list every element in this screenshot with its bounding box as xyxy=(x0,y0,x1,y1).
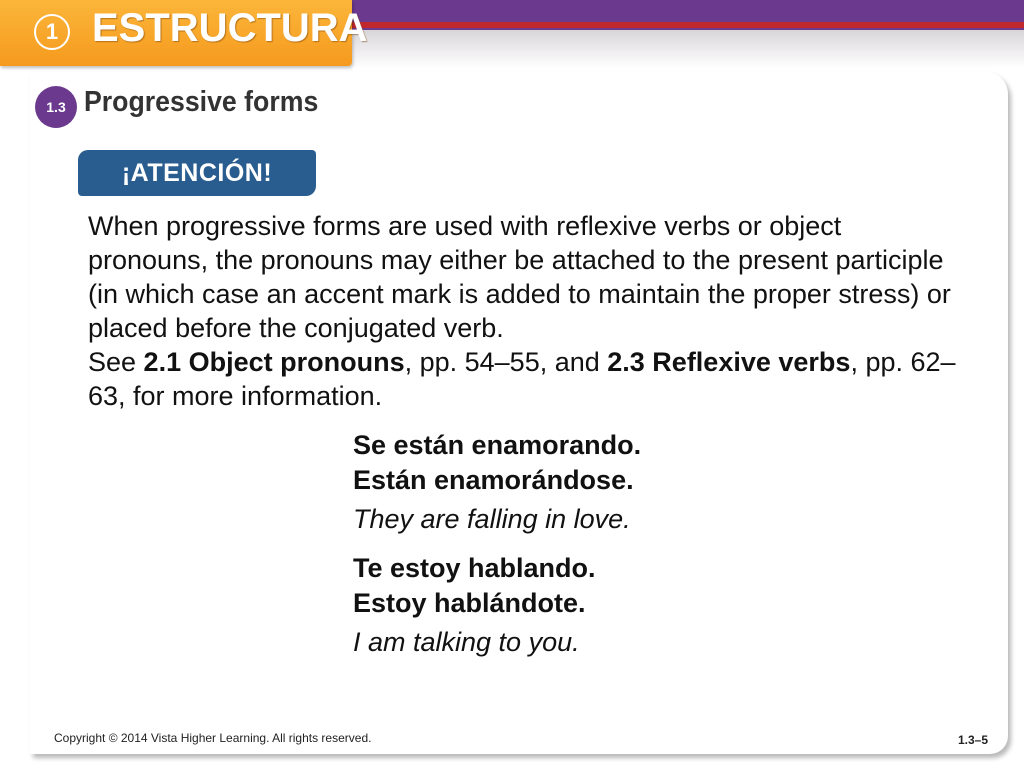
explanation-text xyxy=(88,209,968,413)
reference-object-pronouns: 2.1 Object pronouns xyxy=(143,347,405,377)
example-translation: They are falling in love. xyxy=(353,504,631,534)
example-group xyxy=(353,428,953,537)
banner-title: ESTRUCTURA xyxy=(92,6,368,50)
page-number: 1.3–5 xyxy=(957,733,988,747)
example-sentence: Están enamorándose. xyxy=(353,465,634,495)
example-sentence: Te estoy hablando. xyxy=(353,553,596,583)
example-sentence: Estoy hablándote. xyxy=(353,588,586,618)
section-number-badge: 1.3 xyxy=(35,86,77,128)
chapter-number-badge: 1 xyxy=(34,14,70,50)
chapter-banner xyxy=(0,0,368,66)
copyright-notice: Copyright © 2014 Vista Higher Learning. All rights reserved. xyxy=(54,731,372,745)
example-group xyxy=(353,551,953,660)
example-translation: I am talking to you. xyxy=(353,627,580,657)
header-red-stripe xyxy=(300,22,1024,28)
examples-block xyxy=(353,428,953,660)
atencion-callout-label: ¡ATENCIÓN! xyxy=(78,150,316,196)
cross-reference-paragraph xyxy=(88,345,968,413)
reference-reflexive-verbs: 2.3 Reflexive verbs xyxy=(607,347,851,377)
example-sentence: Se están enamorando. xyxy=(353,430,642,460)
section-title: Progressive forms xyxy=(84,86,319,118)
see-text: See xyxy=(88,347,144,377)
explanation-paragraph: When progressive forms are used with reflexive verbs or object pronouns, the pronouns may either be attached to the present participle (in which case an accent mark is added to maintain the proper stress) or placed before the conjugated verb. xyxy=(88,211,951,343)
more-info-text: , pp. 62–63, for more information. xyxy=(88,347,956,411)
page-range-text: , pp. 54–55, and xyxy=(404,347,608,377)
